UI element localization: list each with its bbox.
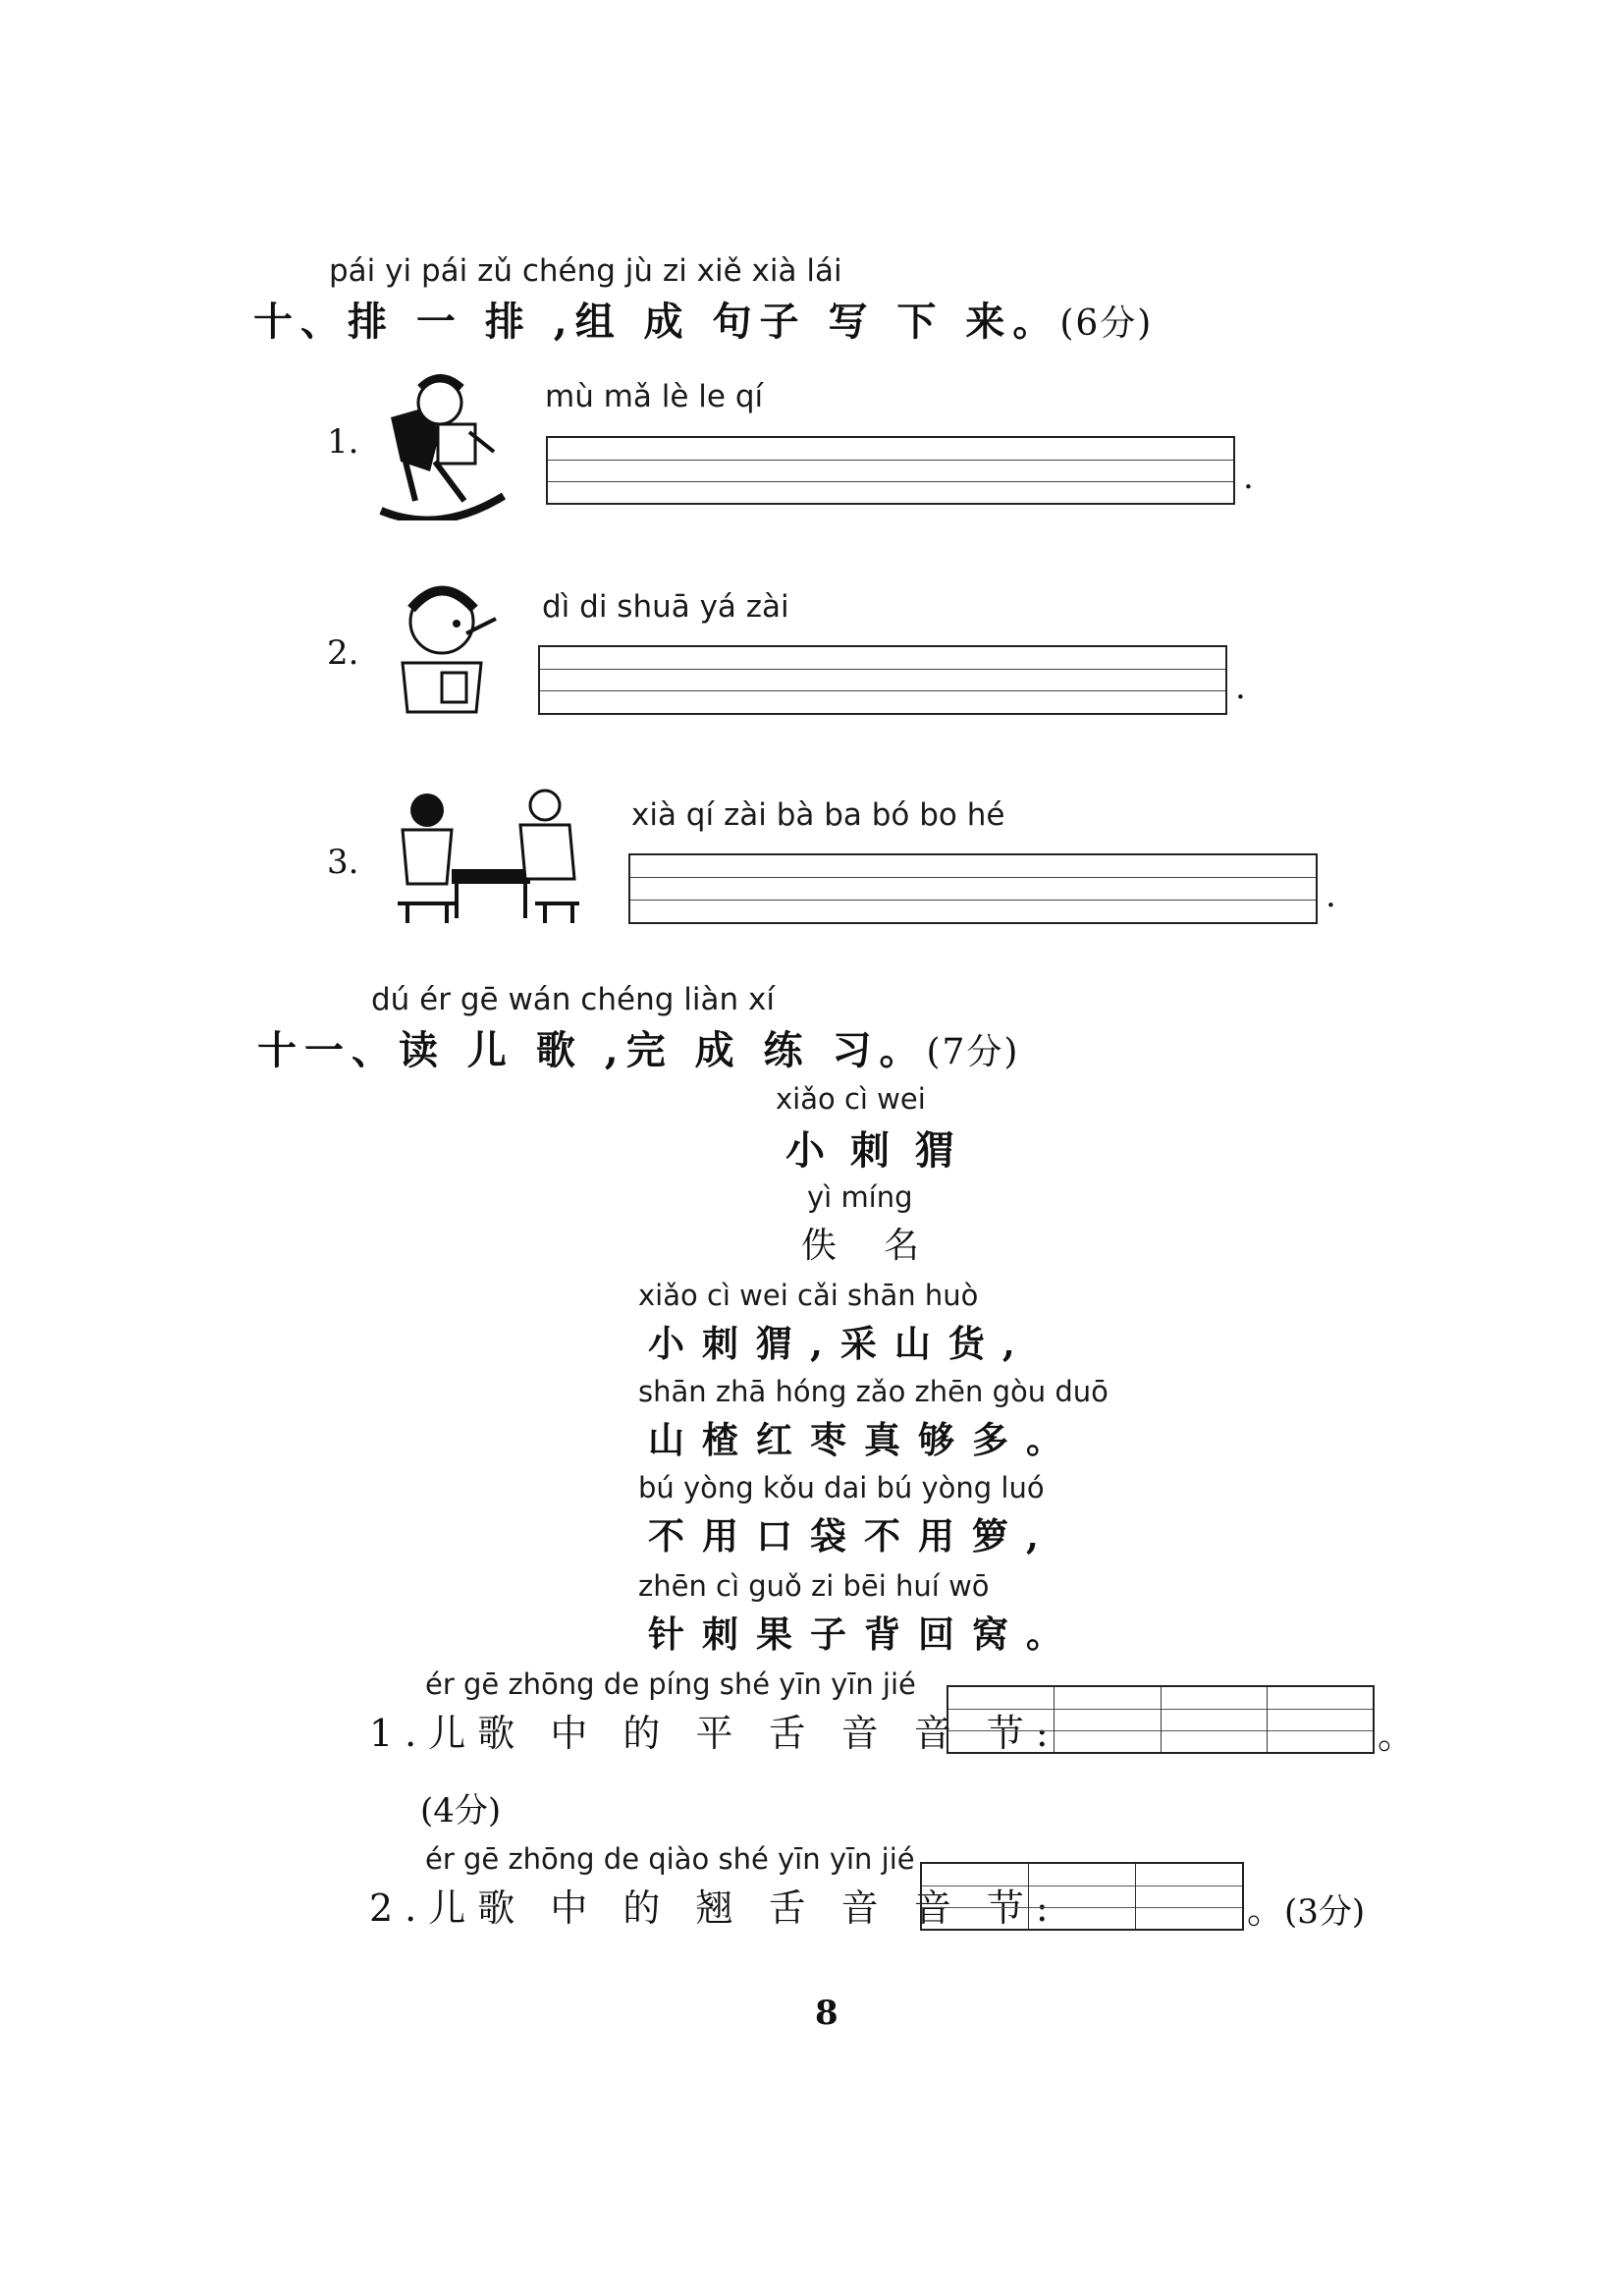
section10-number: 十、 — [253, 299, 348, 345]
question2-end — [1247, 1880, 1365, 1934]
question1-points: (4分) — [420, 1791, 502, 1831]
poem-line2: 山楂红枣真够多。 — [648, 1418, 1080, 1461]
men-playing-chess-image — [388, 786, 584, 928]
question1-text: 儿歌 中 的 平 舌 音 音 节: — [428, 1712, 1060, 1755]
answer-cell[interactable] — [1268, 1687, 1373, 1752]
section11-number: 十一、 — [257, 1027, 399, 1073]
answer-cell[interactable] — [948, 1687, 1055, 1752]
section11-heading — [257, 1019, 1019, 1075]
section10-pinyin: pái yi pái zǔ chéng jù zi xiě xià lái — [329, 253, 842, 289]
boy-brushing-teeth-image — [388, 574, 511, 722]
item1-write-box[interactable] — [546, 436, 1235, 505]
question2-text: 儿歌 中 的 翘 舌 音 音 节: — [428, 1886, 1060, 1930]
question2-points: (3分) — [1284, 1892, 1366, 1932]
item2-write-box[interactable] — [538, 645, 1227, 715]
item1-number: 1. — [327, 422, 359, 462]
question1-answer-grid[interactable] — [947, 1685, 1375, 1754]
answer-cell[interactable] — [922, 1864, 1029, 1929]
item1-pinyin: mù mǎ lè le qí — [545, 379, 764, 414]
item1-period: . — [1243, 458, 1254, 497]
item3-number: 3. — [327, 843, 359, 882]
poem-line1-pinyin: xiǎo cì wei cǎi shān huò — [638, 1279, 979, 1312]
item3-pinyin: xià qí zài bà ba bó bo hé — [631, 797, 1005, 833]
section10-title: 排 一 排 ,组 成 句子 写 下 来。 — [348, 299, 1060, 345]
boy-on-rocking-horse-image — [371, 363, 509, 520]
question1-end-mark: 。 — [1378, 1714, 1416, 1757]
section11-title: 读 儿 歌 ,完 成 练 习。 — [399, 1027, 927, 1073]
poem-line1: 小刺猬,采山货, — [648, 1322, 1033, 1365]
answer-cell[interactable] — [1055, 1687, 1161, 1752]
page-number: 8 — [815, 1994, 839, 2033]
answer-cell[interactable] — [1136, 1864, 1242, 1929]
item2-period: . — [1235, 668, 1246, 707]
poem-author: 佚名 — [801, 1226, 967, 1266]
poem-title-pinyin: xiǎo cì wei — [776, 1082, 926, 1116]
answer-cell[interactable] — [1162, 1687, 1268, 1752]
section11-points: (7分) — [926, 1032, 1020, 1072]
question2-answer-grid[interactable] — [920, 1862, 1244, 1931]
poem-line3-pinyin: bú yòng kǒu dai bú yòng luó — [638, 1471, 1045, 1504]
item2-pinyin: dì di shuā yá zài — [542, 589, 789, 625]
question1-pinyin: ér gē zhōng de píng shé yīn yīn jié — [425, 1667, 916, 1701]
poem-author-pinyin: yì míng — [807, 1180, 913, 1214]
poem-title: 小刺猬 — [785, 1127, 980, 1174]
item3-period: . — [1325, 876, 1336, 915]
question2-number: 2. — [369, 1886, 429, 1930]
poem-line4: 针刺果子背回窝。 — [648, 1613, 1080, 1656]
question2-end-mark: 。 — [1247, 1888, 1285, 1932]
answer-cell[interactable] — [1029, 1864, 1136, 1929]
poem-line4-pinyin: zhēn cì guǒ zi bēi huí wō — [638, 1569, 990, 1603]
section11-pinyin: dú ér gē wán chéng liàn xí — [371, 982, 775, 1017]
question2-pinyin: ér gē zhōng de qiào shé yīn yīn jié — [425, 1842, 915, 1876]
poem-line2-pinyin: shān zhā hóng zǎo zhēn gòu duō — [638, 1375, 1109, 1408]
poem-line3: 不用口袋不用箩, — [648, 1514, 1056, 1558]
item3-write-box[interactable] — [628, 853, 1318, 924]
question1-number: 1. — [369, 1712, 429, 1755]
item2-number: 2. — [327, 633, 359, 673]
section10-heading — [253, 291, 1153, 347]
section10-points: (6分) — [1059, 303, 1154, 344]
